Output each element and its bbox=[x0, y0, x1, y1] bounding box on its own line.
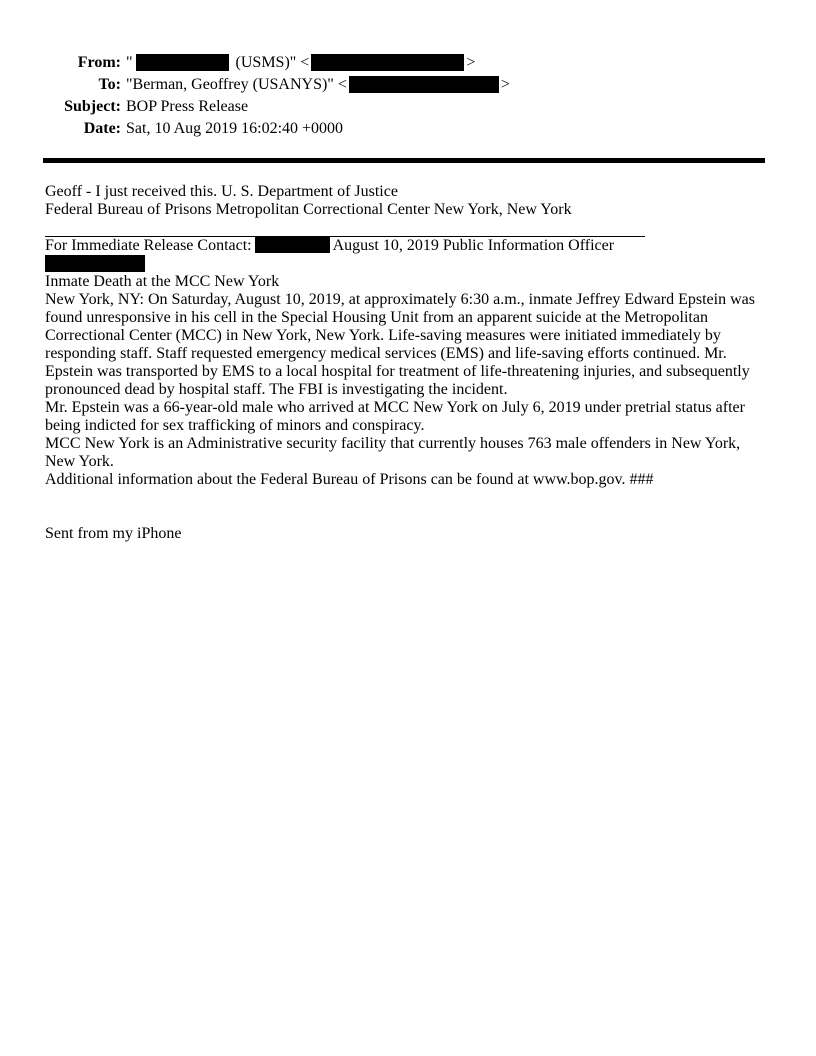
header-row-to bbox=[40, 74, 816, 96]
body-text-line: MCC New York is an Administrative security facility that currently houses 763 male offenders in New York, bbox=[45, 435, 741, 452]
body-text-line: pronounced dead by hospital staff. The FBI is investigating the incident. bbox=[45, 381, 508, 398]
press-release-text bbox=[45, 291, 770, 489]
subject-label: Subject: bbox=[64, 98, 121, 115]
body-text-line: New York, NY: On Saturday, August 10, 2019, at approximately 6:30 a.m., inmate Jeffrey Edward Epstein was bbox=[45, 291, 755, 308]
body-text-line: Mr. Epstein was a 66-year-old male who arrived at MCC New York on July 6, 2019 under pretrial status after bbox=[45, 399, 745, 416]
intro-lines bbox=[45, 183, 770, 219]
redaction-bar-to-email bbox=[349, 76, 499, 93]
header-row-from bbox=[40, 52, 816, 74]
blank-line bbox=[45, 507, 770, 525]
body-text-line: Geoff - I just received this. U. S. Department of Justice bbox=[45, 183, 398, 200]
body-text-line: Correctional Center (MCC) in New York, New York. Life-saving measures were initiated immediately by bbox=[45, 327, 721, 344]
blank-line bbox=[45, 489, 770, 507]
email-header bbox=[0, 0, 816, 140]
body-text-line: Epstein was transported by EMS to a local hospital for treatment of life-threatening injuries, and subsequently bbox=[45, 363, 750, 380]
body-text-line: being indicted for sex trafficking of minors and conspiracy. bbox=[45, 417, 425, 434]
redaction-bar-contact-name bbox=[255, 237, 330, 253]
body-text-line: responding staff. Staff requested emergency medical services (EMS) and life-saving efforts continued. Mr. bbox=[45, 345, 727, 362]
from-value bbox=[121, 54, 475, 71]
redaction-bar-from-name bbox=[136, 54, 229, 71]
press-release-headline: Inmate Death at the MCC New York bbox=[45, 273, 280, 290]
body-text-line: found unresponsive in his cell in the Special Housing Unit from an apparent suicide at the Metropolitan bbox=[45, 309, 708, 326]
release-contact-line bbox=[45, 237, 770, 255]
to-label: To: bbox=[98, 76, 121, 93]
body-text-line: Additional information about the Federal Bureau of Prisons can be found at www.bop.gov. ### bbox=[45, 471, 654, 488]
redacted-contact-phone-line bbox=[45, 255, 770, 273]
from-open-quote: " bbox=[126, 54, 133, 71]
date-value: Sat, 10 Aug 2019 16:02:40 +0000 bbox=[126, 120, 344, 137]
email-body bbox=[45, 183, 770, 543]
header-separator-rule bbox=[43, 158, 765, 163]
header-row-date bbox=[40, 118, 816, 140]
redaction-bar-contact-phone bbox=[45, 255, 145, 272]
to-value bbox=[121, 76, 510, 93]
from-label: From: bbox=[77, 54, 121, 71]
release-contact-prefix: For Immediate Release Contact: bbox=[45, 237, 252, 254]
header-row-subject bbox=[40, 96, 816, 118]
date-label: Date: bbox=[83, 120, 121, 137]
to-before-email: "Berman, Geoffrey (USANYS)" < bbox=[126, 76, 347, 93]
to-close-bracket: > bbox=[500, 76, 510, 93]
body-text-line: New York. bbox=[45, 453, 114, 470]
redaction-bar-from-email bbox=[311, 54, 464, 71]
press-release-divider-rule bbox=[45, 219, 645, 237]
signature-line: Sent from my iPhone bbox=[45, 525, 182, 542]
from-close-bracket: > bbox=[466, 54, 476, 71]
subject-value: BOP Press Release bbox=[126, 98, 249, 115]
release-contact-suffix: August 10, 2019 Public Information Officer bbox=[332, 237, 615, 254]
body-text-line: Federal Bureau of Prisons Metropolitan Correctional Center New York, New York bbox=[45, 201, 572, 218]
from-after-name: (USMS)" < bbox=[231, 54, 310, 71]
